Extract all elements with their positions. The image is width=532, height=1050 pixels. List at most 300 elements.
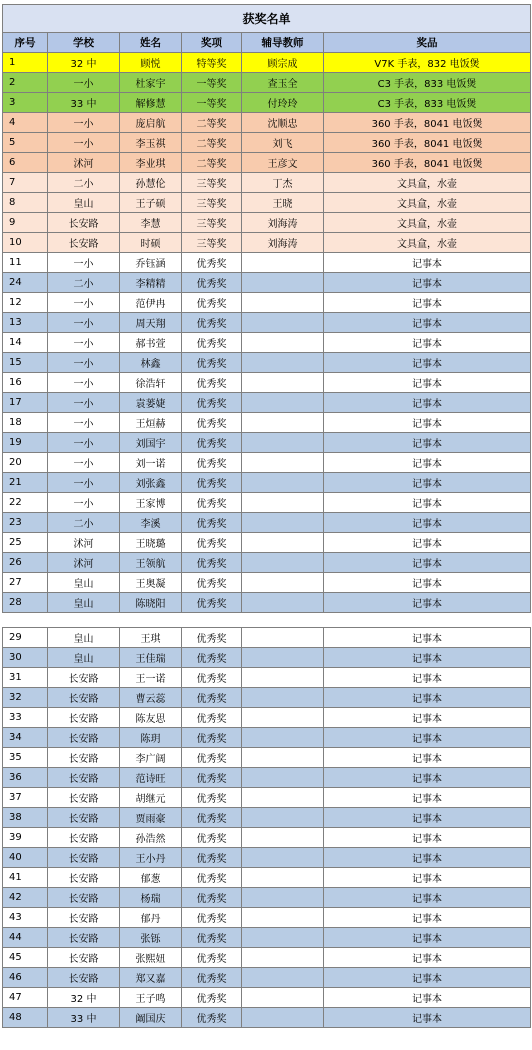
cell-seq: 27	[3, 573, 48, 593]
cell-teacher: 顾宗成	[242, 53, 324, 73]
cell-name: 王琪	[120, 628, 182, 648]
cell-teacher	[242, 313, 324, 333]
cell-award: 优秀奖	[182, 668, 242, 688]
cell-award: 优秀奖	[182, 948, 242, 968]
cell-seq: 32	[3, 688, 48, 708]
award-table-top	[2, 4, 531, 613]
cell-prize: 记事本	[324, 928, 531, 948]
cell-award: 优秀奖	[182, 553, 242, 573]
cell-name: 时硕	[120, 233, 182, 253]
cell-seq: 2	[3, 73, 48, 93]
table-row	[3, 353, 531, 373]
cell-name: 王领航	[120, 553, 182, 573]
cell-name: 李业琪	[120, 153, 182, 173]
cell-award: 优秀奖	[182, 908, 242, 928]
cell-school: 长安路	[48, 828, 120, 848]
table-row	[3, 533, 531, 553]
cell-school: 一小	[48, 293, 120, 313]
cell-teacher	[242, 493, 324, 513]
cell-prize: 记事本	[324, 628, 531, 648]
cell-seq: 18	[3, 413, 48, 433]
table-row	[3, 453, 531, 473]
cell-seq: 21	[3, 473, 48, 493]
cell-teacher	[242, 1008, 324, 1028]
cell-name: 王子硕	[120, 193, 182, 213]
cell-seq: 33	[3, 708, 48, 728]
cell-prize: 文具盒，水壶	[324, 213, 531, 233]
cell-prize: 360 手表，8041 电饭煲	[324, 133, 531, 153]
sheet-title: 获奖名单	[3, 5, 531, 33]
cell-award: 优秀奖	[182, 848, 242, 868]
table-row	[3, 233, 531, 253]
cell-name: 阚国庆	[120, 1008, 182, 1028]
cell-teacher	[242, 728, 324, 748]
cell-award: 优秀奖	[182, 808, 242, 828]
cell-school: 一小	[48, 333, 120, 353]
table-row	[3, 373, 531, 393]
cell-award: 二等奖	[182, 133, 242, 153]
cell-award: 优秀奖	[182, 393, 242, 413]
cell-seq: 34	[3, 728, 48, 748]
cell-prize: 记事本	[324, 433, 531, 453]
cell-name: 范伊冉	[120, 293, 182, 313]
cell-school: 33 中	[48, 1008, 120, 1028]
cell-seq: 42	[3, 888, 48, 908]
cell-seq: 7	[3, 173, 48, 193]
cell-name: 曹云蕊	[120, 688, 182, 708]
cell-name: 王子鸣	[120, 988, 182, 1008]
cell-teacher	[242, 688, 324, 708]
cell-seq: 23	[3, 513, 48, 533]
cell-prize: 记事本	[324, 748, 531, 768]
table-row	[3, 728, 531, 748]
cell-award: 优秀奖	[182, 333, 242, 353]
cell-seq: 38	[3, 808, 48, 828]
cell-teacher	[242, 628, 324, 648]
cell-award: 优秀奖	[182, 728, 242, 748]
cell-school: 长安路	[48, 768, 120, 788]
cell-seq: 24	[3, 273, 48, 293]
cell-prize: 记事本	[324, 728, 531, 748]
cell-teacher	[242, 473, 324, 493]
cell-teacher	[242, 828, 324, 848]
header-prize: 奖品	[324, 33, 531, 53]
cell-school: 一小	[48, 373, 120, 393]
award-table-bottom	[2, 627, 531, 1028]
cell-school: 长安路	[48, 968, 120, 988]
cell-seq: 11	[3, 253, 48, 273]
cell-prize: 记事本	[324, 948, 531, 968]
table-row	[3, 928, 531, 948]
cell-award: 优秀奖	[182, 628, 242, 648]
cell-name: 杜家宇	[120, 73, 182, 93]
table-row	[3, 193, 531, 213]
cell-school: 33 中	[48, 93, 120, 113]
cell-prize: 记事本	[324, 453, 531, 473]
cell-seq: 8	[3, 193, 48, 213]
cell-award: 优秀奖	[182, 768, 242, 788]
cell-school: 一小	[48, 253, 120, 273]
cell-name: 乔钰涵	[120, 253, 182, 273]
cell-teacher	[242, 648, 324, 668]
cell-name: 张熙妞	[120, 948, 182, 968]
cell-school: 一小	[48, 453, 120, 473]
cell-teacher	[242, 353, 324, 373]
cell-teacher: 王彦文	[242, 153, 324, 173]
cell-prize: C3 手表，833 电饭煲	[324, 93, 531, 113]
cell-school: 长安路	[48, 668, 120, 688]
table-row	[3, 828, 531, 848]
cell-teacher	[242, 413, 324, 433]
cell-seq: 35	[3, 748, 48, 768]
cell-seq: 30	[3, 648, 48, 668]
table-row	[3, 413, 531, 433]
cell-teacher	[242, 788, 324, 808]
cell-prize: 记事本	[324, 848, 531, 868]
table-row	[3, 73, 531, 93]
cell-teacher: 王晓	[242, 193, 324, 213]
cell-teacher	[242, 988, 324, 1008]
table-row	[3, 53, 531, 73]
cell-award: 优秀奖	[182, 1008, 242, 1028]
header-teacher: 辅导教师	[242, 33, 324, 53]
table-row	[3, 968, 531, 988]
cell-award: 优秀奖	[182, 888, 242, 908]
cell-award: 优秀奖	[182, 273, 242, 293]
table-row	[3, 393, 531, 413]
cell-name: 李溪	[120, 513, 182, 533]
cell-teacher: 刘飞	[242, 133, 324, 153]
cell-school: 长安路	[48, 908, 120, 928]
cell-name: 孙浩然	[120, 828, 182, 848]
table-row	[3, 513, 531, 533]
cell-prize: 记事本	[324, 493, 531, 513]
cell-school: 一小	[48, 393, 120, 413]
cell-school: 沭河	[48, 533, 120, 553]
cell-teacher	[242, 748, 324, 768]
table-row	[3, 888, 531, 908]
cell-name: 杨瑞	[120, 888, 182, 908]
table-row	[3, 948, 531, 968]
cell-seq: 36	[3, 768, 48, 788]
table-row	[3, 113, 531, 133]
cell-name: 刘张鑫	[120, 473, 182, 493]
cell-seq: 46	[3, 968, 48, 988]
cell-school: 皇山	[48, 648, 120, 668]
cell-teacher	[242, 948, 324, 968]
cell-award: 优秀奖	[182, 493, 242, 513]
cell-school: 长安路	[48, 808, 120, 828]
cell-teacher	[242, 908, 324, 928]
cell-seq: 14	[3, 333, 48, 353]
table-row	[3, 573, 531, 593]
cell-award: 一等奖	[182, 93, 242, 113]
cell-seq: 13	[3, 313, 48, 333]
table-row	[3, 273, 531, 293]
header-row	[3, 33, 531, 53]
cell-seq: 6	[3, 153, 48, 173]
cell-teacher	[242, 533, 324, 553]
cell-seq: 25	[3, 533, 48, 553]
cell-award: 优秀奖	[182, 253, 242, 273]
cell-school: 皇山	[48, 628, 120, 648]
cell-name: 王晓璐	[120, 533, 182, 553]
cell-award: 优秀奖	[182, 513, 242, 533]
cell-school: 长安路	[48, 788, 120, 808]
cell-teacher: 沈顺忠	[242, 113, 324, 133]
cell-prize: 文具盒，水壶	[324, 193, 531, 213]
cell-name: 李精精	[120, 273, 182, 293]
cell-teacher	[242, 553, 324, 573]
cell-school: 一小	[48, 113, 120, 133]
table-row	[3, 93, 531, 113]
cell-school: 长安路	[48, 708, 120, 728]
cell-award: 优秀奖	[182, 748, 242, 768]
cell-award: 三等奖	[182, 213, 242, 233]
cell-name: 孙慧伦	[120, 173, 182, 193]
cell-school: 一小	[48, 433, 120, 453]
cell-teacher: 付玲玲	[242, 93, 324, 113]
cell-prize: 记事本	[324, 533, 531, 553]
table-row	[3, 768, 531, 788]
table-row	[3, 473, 531, 493]
cell-award: 优秀奖	[182, 988, 242, 1008]
cell-prize: 记事本	[324, 708, 531, 728]
cell-name: 王小丹	[120, 848, 182, 868]
table-row	[3, 133, 531, 153]
cell-prize: 记事本	[324, 333, 531, 353]
cell-name: 李广阔	[120, 748, 182, 768]
cell-prize: 记事本	[324, 593, 531, 613]
cell-name: 顾悦	[120, 53, 182, 73]
cell-seq: 43	[3, 908, 48, 928]
cell-school: 长安路	[48, 928, 120, 948]
cell-award: 优秀奖	[182, 293, 242, 313]
table-row	[3, 153, 531, 173]
cell-prize: 记事本	[324, 988, 531, 1008]
cell-teacher	[242, 393, 324, 413]
cell-school: 一小	[48, 413, 120, 433]
cell-award: 优秀奖	[182, 533, 242, 553]
cell-seq: 37	[3, 788, 48, 808]
table-body-bottom	[3, 628, 531, 1028]
header-school: 学校	[48, 33, 120, 53]
cell-award: 优秀奖	[182, 373, 242, 393]
cell-school: 长安路	[48, 888, 120, 908]
cell-award: 特等奖	[182, 53, 242, 73]
cell-name: 李玉祺	[120, 133, 182, 153]
cell-seq: 22	[3, 493, 48, 513]
cell-award: 优秀奖	[182, 573, 242, 593]
cell-school: 长安路	[48, 233, 120, 253]
table-row	[3, 553, 531, 573]
cell-prize: 记事本	[324, 473, 531, 493]
cell-school: 一小	[48, 353, 120, 373]
cell-name: 李慧	[120, 213, 182, 233]
table-row	[3, 748, 531, 768]
cell-prize: 记事本	[324, 648, 531, 668]
cell-teacher	[242, 433, 324, 453]
cell-teacher: 刘海涛	[242, 233, 324, 253]
cell-name: 范诗旺	[120, 768, 182, 788]
cell-teacher	[242, 593, 324, 613]
cell-name: 郁丹	[120, 908, 182, 928]
cell-teacher	[242, 668, 324, 688]
table-row	[3, 213, 531, 233]
cell-award: 优秀奖	[182, 868, 242, 888]
cell-award: 优秀奖	[182, 688, 242, 708]
cell-seq: 31	[3, 668, 48, 688]
cell-teacher	[242, 373, 324, 393]
table-body-top	[3, 53, 531, 613]
table-row	[3, 173, 531, 193]
cell-prize: 记事本	[324, 553, 531, 573]
cell-teacher: 查玉全	[242, 73, 324, 93]
cell-award: 优秀奖	[182, 313, 242, 333]
cell-name: 王一诺	[120, 668, 182, 688]
cell-name: 王烜赫	[120, 413, 182, 433]
cell-prize: 记事本	[324, 573, 531, 593]
cell-prize: 360 手表，8041 电饭煲	[324, 113, 531, 133]
cell-prize: 记事本	[324, 1008, 531, 1028]
cell-name: 袁蒌婕	[120, 393, 182, 413]
header-name: 姓名	[120, 33, 182, 53]
header-award: 奖项	[182, 33, 242, 53]
cell-prize: 记事本	[324, 688, 531, 708]
cell-seq: 20	[3, 453, 48, 473]
cell-prize: 记事本	[324, 413, 531, 433]
cell-award: 优秀奖	[182, 708, 242, 728]
table-row	[3, 293, 531, 313]
cell-school: 长安路	[48, 728, 120, 748]
cell-seq: 15	[3, 353, 48, 373]
cell-school: 二小	[48, 173, 120, 193]
cell-seq: 17	[3, 393, 48, 413]
cell-prize: 记事本	[324, 253, 531, 273]
cell-name: 郑又嘉	[120, 968, 182, 988]
page-gap	[2, 613, 530, 627]
cell-prize: 记事本	[324, 353, 531, 373]
cell-seq: 5	[3, 133, 48, 153]
cell-teacher	[242, 708, 324, 728]
cell-award: 三等奖	[182, 233, 242, 253]
cell-prize: 记事本	[324, 513, 531, 533]
table-row	[3, 848, 531, 868]
cell-teacher	[242, 293, 324, 313]
cell-name: 庞启航	[120, 113, 182, 133]
cell-prize: C3 手表，833 电饭煲	[324, 73, 531, 93]
table-row	[3, 708, 531, 728]
cell-name: 王家博	[120, 493, 182, 513]
cell-school: 长安路	[48, 748, 120, 768]
cell-award: 优秀奖	[182, 593, 242, 613]
cell-seq: 28	[3, 593, 48, 613]
cell-award: 二等奖	[182, 113, 242, 133]
cell-prize: 记事本	[324, 293, 531, 313]
cell-school: 一小	[48, 73, 120, 93]
table-row	[3, 648, 531, 668]
table-row	[3, 988, 531, 1008]
table-row	[3, 1008, 531, 1028]
cell-prize: 记事本	[324, 828, 531, 848]
cell-teacher	[242, 868, 324, 888]
cell-seq: 26	[3, 553, 48, 573]
cell-teacher	[242, 968, 324, 988]
cell-award: 优秀奖	[182, 473, 242, 493]
cell-prize: 记事本	[324, 373, 531, 393]
cell-school: 皇山	[48, 573, 120, 593]
cell-teacher	[242, 808, 324, 828]
table-row	[3, 868, 531, 888]
cell-school: 沭河	[48, 553, 120, 573]
cell-teacher	[242, 453, 324, 473]
cell-award: 三等奖	[182, 173, 242, 193]
table-row	[3, 908, 531, 928]
cell-teacher	[242, 888, 324, 908]
cell-award: 优秀奖	[182, 453, 242, 473]
cell-award: 三等奖	[182, 193, 242, 213]
cell-name: 刘国宇	[120, 433, 182, 453]
cell-teacher	[242, 333, 324, 353]
cell-prize: 记事本	[324, 393, 531, 413]
cell-name: 解修慧	[120, 93, 182, 113]
cell-school: 长安路	[48, 848, 120, 868]
cell-school: 32 中	[48, 53, 120, 73]
cell-teacher	[242, 253, 324, 273]
cell-award: 一等奖	[182, 73, 242, 93]
cell-teacher	[242, 273, 324, 293]
cell-teacher	[242, 928, 324, 948]
cell-seq: 1	[3, 53, 48, 73]
cell-name: 陈晓阳	[120, 593, 182, 613]
cell-name: 胡继元	[120, 788, 182, 808]
award-list-sheet	[2, 0, 530, 1028]
cell-school: 长安路	[48, 688, 120, 708]
cell-prize: 记事本	[324, 668, 531, 688]
cell-name: 王佳瑞	[120, 648, 182, 668]
table-row	[3, 433, 531, 453]
cell-seq: 29	[3, 628, 48, 648]
table-row	[3, 253, 531, 273]
cell-name: 徐浩轩	[120, 373, 182, 393]
cell-school: 长安路	[48, 948, 120, 968]
cell-name: 刘一诺	[120, 453, 182, 473]
cell-seq: 41	[3, 868, 48, 888]
cell-name: 王奥凝	[120, 573, 182, 593]
table-row	[3, 628, 531, 648]
cell-name: 陈玥	[120, 728, 182, 748]
cell-prize: 文具盒，水壶	[324, 173, 531, 193]
cell-teacher	[242, 573, 324, 593]
cell-prize: V7K 手表，832 电饭煲	[324, 53, 531, 73]
cell-prize: 记事本	[324, 313, 531, 333]
cell-seq: 3	[3, 93, 48, 113]
cell-prize: 记事本	[324, 968, 531, 988]
cell-award: 优秀奖	[182, 828, 242, 848]
cell-school: 一小	[48, 133, 120, 153]
cell-prize: 文具盒，水壶	[324, 233, 531, 253]
cell-school: 皇山	[48, 193, 120, 213]
cell-name: 郝书萱	[120, 333, 182, 353]
table-row	[3, 333, 531, 353]
cell-prize: 记事本	[324, 888, 531, 908]
cell-seq: 39	[3, 828, 48, 848]
cell-seq: 45	[3, 948, 48, 968]
cell-award: 优秀奖	[182, 648, 242, 668]
cell-seq: 16	[3, 373, 48, 393]
cell-award: 优秀奖	[182, 353, 242, 373]
cell-school: 二小	[48, 513, 120, 533]
